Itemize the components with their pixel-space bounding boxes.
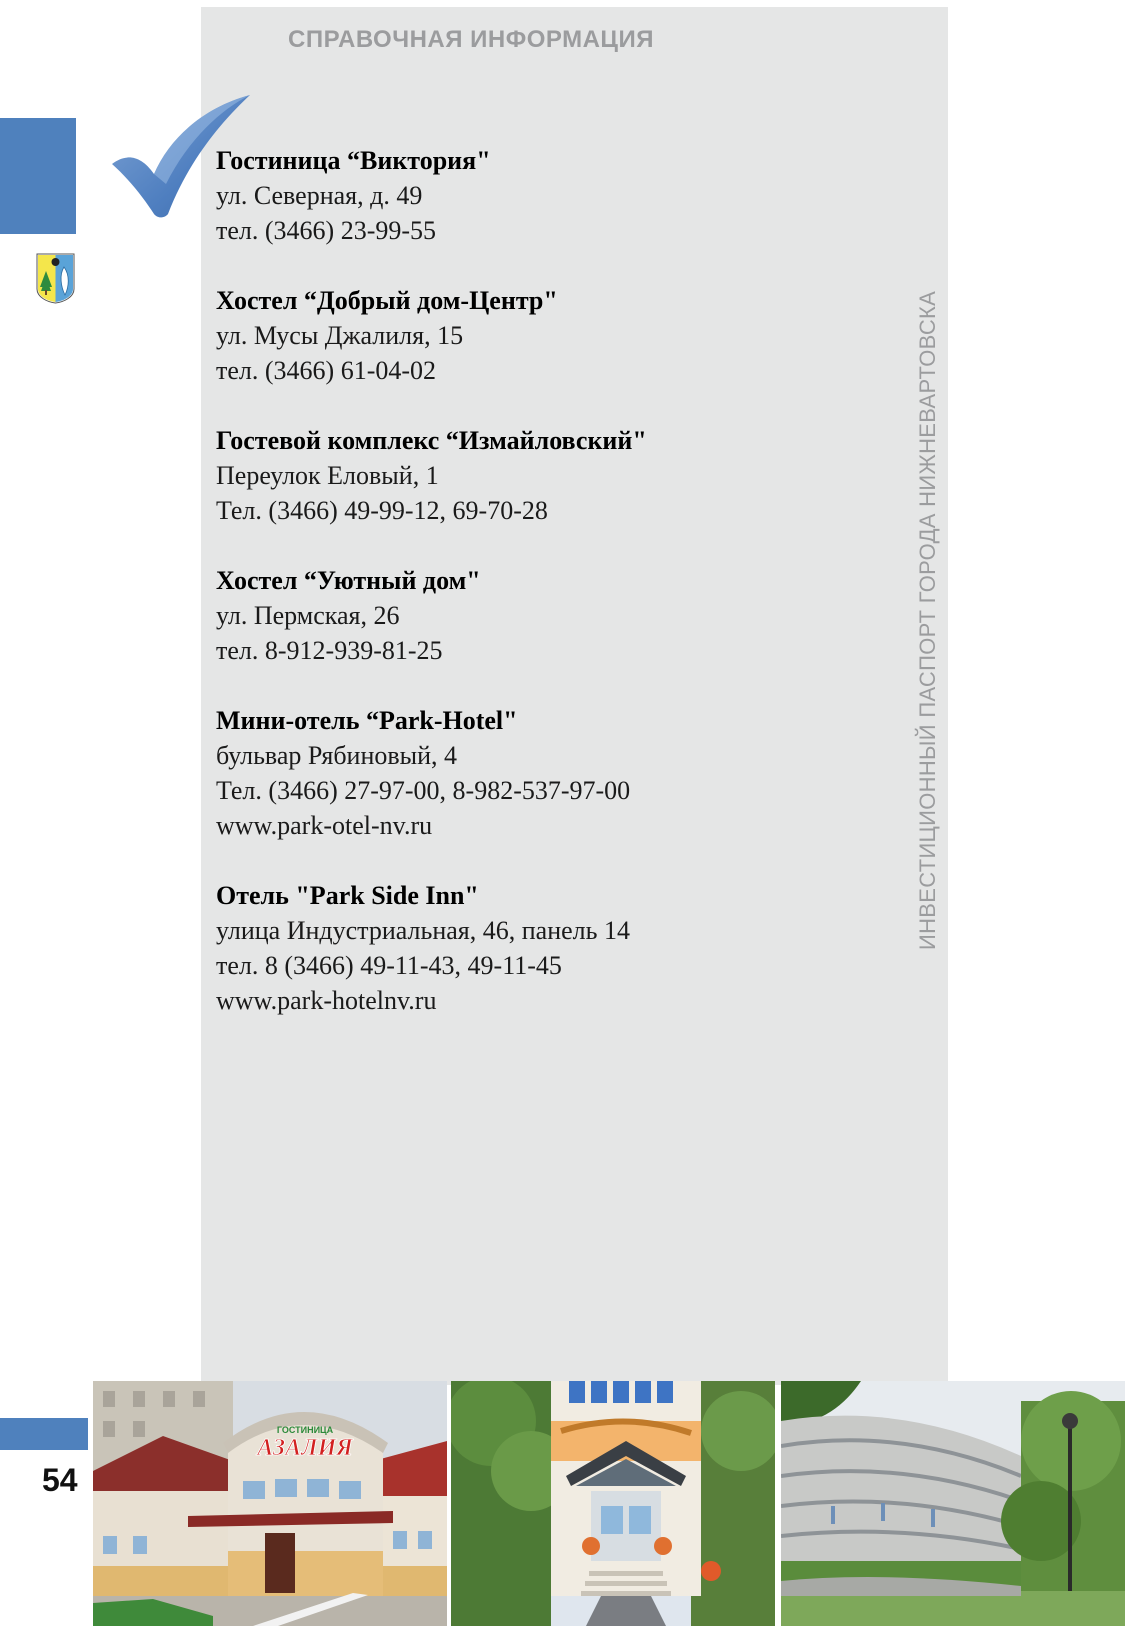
page-number: 54 [42, 1462, 78, 1498]
hotel-entry [216, 878, 916, 1018]
hotel-photo-entrance [451, 1381, 775, 1626]
hotel-entry [216, 703, 916, 843]
hotel-address: ул. Северная, д. 49 [216, 181, 423, 210]
hotel-phone: тел. 8 (3466) 49-11-43, 49-11-45 [216, 951, 562, 980]
hotel-address: бульвар Рябиновый, 4 [216, 741, 458, 770]
accent-strip [0, 1418, 88, 1450]
hotel-website: www.park-otel-nv.ru [216, 811, 433, 840]
hotel-address: улица Индустриальная, 46, панель 14 [216, 916, 631, 945]
hotel-name: Отель "Park Side Inn" [216, 881, 479, 910]
hotel-entry [216, 143, 916, 248]
hotel-name: Мини-отель “Park-Hotel" [216, 706, 518, 735]
accent-block [0, 118, 76, 234]
hotel-phone: тел. 8-912-939-81-25 [216, 636, 443, 665]
hotel-photo-park-side [781, 1381, 1125, 1626]
hotel-entry [216, 283, 916, 388]
hotel-name: Хостел “Добрый дом-Центр" [216, 286, 558, 315]
photo-sign: АЗАЛИЯ [257, 1435, 353, 1461]
hotel-entry [216, 563, 916, 668]
hotel-name: Гостевой комплекс “Измайловский" [216, 426, 647, 455]
section-header: СПРАВОЧНАЯ ИНФОРМАЦИЯ [288, 26, 654, 53]
hotel-photo-azalia [93, 1381, 447, 1626]
hotel-phone: Тел. (3466) 27-97-00, 8-982-537-97-00 [216, 776, 631, 805]
hotel-list [216, 143, 916, 1053]
hotel-website: www.park-hotelnv.ru [216, 986, 437, 1015]
hotel-address: ул. Пермская, 26 [216, 601, 400, 630]
hotel-address: ул. Мусы Джалиля, 15 [216, 321, 464, 350]
hotel-phone: Тел. (3466) 49-99-12, 69-70-28 [216, 496, 548, 525]
hotel-phone: тел. (3466) 61-04-02 [216, 356, 437, 385]
hotel-phone: тел. (3466) 23-99-55 [216, 216, 437, 245]
city-emblem-icon [36, 253, 75, 304]
photo-sign-top: ГОСТИНИЦА [276, 1425, 334, 1435]
vertical-document-title: ИНВЕСТИЦИОННЫЙ ПАСПОРТ ГОРОДА НИЖНЕВАРТОВСКА [915, 290, 940, 950]
hotel-name: Хостел “Уютный дом" [216, 566, 481, 595]
hotel-name: Гостиница “Виктория" [216, 146, 491, 175]
hotel-address: Переулок Еловый, 1 [216, 461, 439, 490]
hotel-entry [216, 423, 916, 528]
